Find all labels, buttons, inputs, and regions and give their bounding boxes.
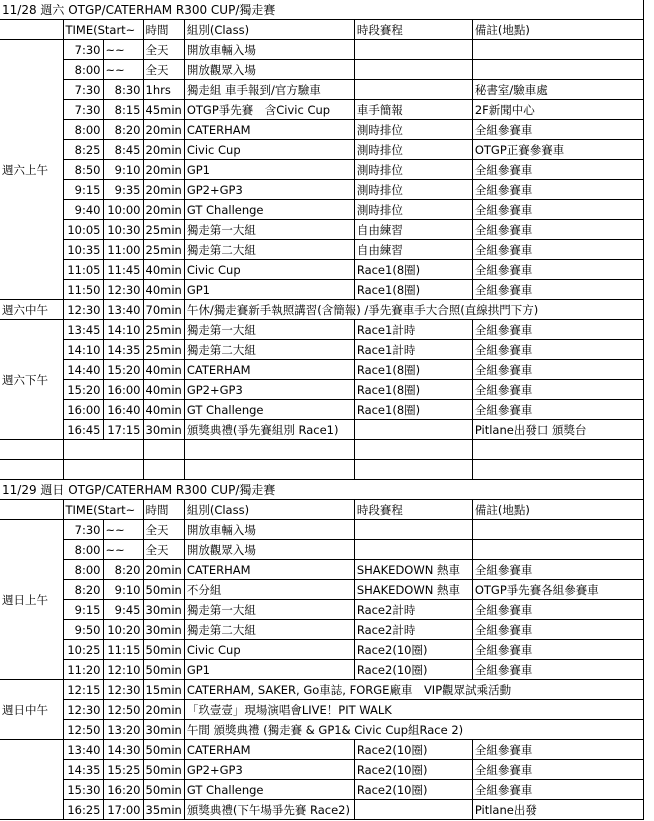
duration: 30min	[143, 720, 184, 740]
blank-cell	[472, 440, 643, 460]
class-name: GP2+GP3	[184, 380, 354, 400]
duration: 70min	[143, 300, 184, 320]
schedule-row	[0, 40, 643, 60]
class-name: 頒獎典禮(下午場爭先賽 Race2)	[184, 800, 354, 820]
start-time: 8:00	[63, 540, 103, 560]
end-time: 17:15	[103, 420, 143, 440]
schedule-row	[0, 800, 643, 820]
note-location	[472, 540, 643, 560]
start-time: 15:30	[63, 780, 103, 800]
schedule-row	[0, 340, 643, 360]
start-time: 15:20	[63, 380, 103, 400]
duration: 30min	[143, 620, 184, 640]
schedule-row	[0, 140, 643, 160]
end-time: 12:30	[103, 680, 143, 700]
start-time: 10:05	[63, 220, 103, 240]
end-time: 11:15	[103, 640, 143, 660]
schedule-row	[0, 420, 643, 440]
class-name: GP1	[184, 660, 354, 680]
session-type: Race2(10圈)	[354, 660, 472, 680]
class-name: 開放車輛入場	[184, 40, 354, 60]
session-type: Race1(8圈)	[354, 360, 472, 380]
session-type: Race1(8圈)	[354, 280, 472, 300]
class-name: GT Challenge	[184, 780, 354, 800]
start-time: 14:10	[63, 340, 103, 360]
start-time: 9:40	[63, 200, 103, 220]
class-name: CATERHAM	[184, 360, 354, 380]
end-time: 15:25	[103, 760, 143, 780]
start-time: 8:00	[63, 560, 103, 580]
note-location: 全組參賽車	[472, 240, 643, 260]
session-type: SHAKEDOWN 熱車	[354, 560, 472, 580]
header-class: 組別(Class)	[184, 500, 354, 520]
class-name: 獨走第一大組	[184, 320, 354, 340]
end-time: 14:10	[103, 320, 143, 340]
schedule-row	[0, 300, 643, 320]
blank-row	[0, 440, 643, 460]
note-location: 全組參賽車	[472, 620, 643, 640]
session-type	[354, 80, 472, 100]
end-time: 9:10	[103, 580, 143, 600]
note-location: 全組參賽車	[472, 120, 643, 140]
end-time: 8:20	[103, 120, 143, 140]
session-type: 測時排位	[354, 140, 472, 160]
note-location: 全組參賽車	[472, 220, 643, 240]
schedule-row	[0, 80, 643, 100]
header-time-start: TIME(Start~	[63, 500, 143, 520]
duration: 40min	[143, 360, 184, 380]
session-type: 車手簡報	[354, 100, 472, 120]
duration: 25min	[143, 240, 184, 260]
end-time: 8:20	[103, 560, 143, 580]
class-name: GP1	[184, 280, 354, 300]
session-type: 測時排位	[354, 160, 472, 180]
end-time: ~~	[103, 40, 143, 60]
blank-cell	[354, 460, 472, 480]
start-time: 9:15	[63, 600, 103, 620]
header-row	[0, 500, 643, 520]
class-name: 不分組	[184, 580, 354, 600]
class-name: GT Challenge	[184, 400, 354, 420]
start-time: 12:30	[63, 700, 103, 720]
session-type	[354, 540, 472, 560]
duration: 20min	[143, 200, 184, 220]
end-time: 17:00	[103, 800, 143, 820]
start-time: 10:25	[63, 640, 103, 660]
end-time: 10:20	[103, 620, 143, 640]
header-duration: 時間	[143, 500, 184, 520]
end-time: 16:00	[103, 380, 143, 400]
end-time: ~~	[103, 520, 143, 540]
session-type: Race2計時	[354, 600, 472, 620]
schedule-row	[0, 720, 643, 740]
note-location: OTGP爭先賽各組參賽車	[472, 580, 643, 600]
class-name: 開放觀眾入場	[184, 60, 354, 80]
schedule-row	[0, 620, 643, 640]
header-blank	[0, 20, 63, 40]
blank-row	[0, 460, 643, 480]
header-row	[0, 20, 643, 40]
class-name: Civic Cup	[184, 260, 354, 280]
schedule-row	[0, 600, 643, 620]
class-name: 開放車輛入場	[184, 520, 354, 540]
duration: 50min	[143, 740, 184, 760]
end-time: 9:10	[103, 160, 143, 180]
schedule-row	[0, 760, 643, 780]
schedule-row	[0, 560, 643, 580]
class-name: 開放觀眾入場	[184, 540, 354, 560]
start-time: 13:40	[63, 740, 103, 760]
header-blank	[0, 500, 63, 520]
session-type: Race1(8圈)	[354, 380, 472, 400]
day-title: 11/29 週日 OTGP/CATERHAM R300 CUP/獨走賽	[0, 480, 643, 500]
end-time: 12:50	[103, 700, 143, 720]
session-type: SHAKEDOWN 熱車	[354, 580, 472, 600]
start-time: 8:25	[63, 140, 103, 160]
end-time: 10:00	[103, 200, 143, 220]
start-time: 8:20	[63, 580, 103, 600]
duration: 30min	[143, 420, 184, 440]
schedule-row	[0, 400, 643, 420]
end-time: 12:10	[103, 660, 143, 680]
event-description: CATERHAM, SAKER, Go車誌, FORGE廠車 VIP觀眾試乘活動	[184, 680, 643, 700]
session-type: Race1計時	[354, 320, 472, 340]
blank-cell	[0, 460, 63, 480]
blank-cell	[143, 440, 184, 460]
header-duration: 時間	[143, 20, 184, 40]
end-time: 11:00	[103, 240, 143, 260]
duration: 全天	[143, 60, 184, 80]
class-name: 獨走第二大組	[184, 240, 354, 260]
header-time-start: TIME(Start~	[63, 20, 143, 40]
schedule-row	[0, 580, 643, 600]
start-time: 8:00	[63, 60, 103, 80]
schedule-row	[0, 640, 643, 660]
start-time: 9:15	[63, 180, 103, 200]
duration: 全天	[143, 520, 184, 540]
class-name: 獨走第一大組	[184, 220, 354, 240]
class-name: GP1	[184, 160, 354, 180]
note-location: 全組參賽車	[472, 740, 643, 760]
note-location: 全組參賽車	[472, 280, 643, 300]
header-session: 時段賽程	[354, 500, 472, 520]
schedule-row	[0, 660, 643, 680]
duration: 45min	[143, 100, 184, 120]
end-time: 14:30	[103, 740, 143, 760]
session-type	[354, 40, 472, 60]
end-time: 11:45	[103, 260, 143, 280]
start-time: 7:30	[63, 40, 103, 60]
header-class: 組別(Class)	[184, 20, 354, 40]
note-location: 全組參賽車	[472, 400, 643, 420]
duration: 20min	[143, 180, 184, 200]
schedule-row	[0, 320, 643, 340]
session-type: Race2計時	[354, 620, 472, 640]
duration: 40min	[143, 400, 184, 420]
period-label: 週六上午	[0, 40, 63, 300]
start-time: 13:45	[63, 320, 103, 340]
start-time: 16:45	[63, 420, 103, 440]
schedule-row	[0, 700, 643, 720]
class-name: 獨走第二大組	[184, 340, 354, 360]
note-location: 全組參賽車	[472, 180, 643, 200]
note-location	[472, 520, 643, 540]
session-type	[354, 800, 472, 820]
duration: 15min	[143, 680, 184, 700]
duration: 20min	[143, 120, 184, 140]
duration: 20min	[143, 700, 184, 720]
class-name: GP2+GP3	[184, 760, 354, 780]
note-location: 秘書室/驗車處	[472, 80, 643, 100]
header-notes: 備註(地點)	[472, 500, 643, 520]
session-type: Race2(10圈)	[354, 640, 472, 660]
class-name: Civic Cup	[184, 640, 354, 660]
period-label: 週日上午	[0, 520, 63, 680]
event-description: 「玖壹壹」現場演唱會LIVE！PIT WALK	[184, 700, 643, 720]
session-type	[354, 520, 472, 540]
duration: 20min	[143, 140, 184, 160]
end-time: 16:20	[103, 780, 143, 800]
schedule-row	[0, 780, 643, 800]
end-time: 14:35	[103, 340, 143, 360]
schedule-row	[0, 680, 643, 700]
class-name: CATERHAM	[184, 740, 354, 760]
note-location: Pitlane出發口 頒獎台	[472, 420, 643, 440]
day-title-row	[0, 480, 643, 500]
note-location: 全組參賽車	[472, 640, 643, 660]
schedule-row	[0, 160, 643, 180]
day-title-row	[0, 0, 643, 20]
blank-cell	[63, 440, 143, 460]
end-time: 8:30	[103, 80, 143, 100]
duration: 50min	[143, 760, 184, 780]
schedule-row	[0, 240, 643, 260]
session-type: 測時排位	[354, 180, 472, 200]
start-time: 11:50	[63, 280, 103, 300]
note-location: 全組參賽車	[472, 320, 643, 340]
start-time: 16:25	[63, 800, 103, 820]
duration: 20min	[143, 160, 184, 180]
start-time: 9:50	[63, 620, 103, 640]
end-time: 8:15	[103, 100, 143, 120]
class-name: 獨走第一大組	[184, 600, 354, 620]
duration: 50min	[143, 580, 184, 600]
duration: 1hrs	[143, 80, 184, 100]
duration: 40min	[143, 260, 184, 280]
blank-cell	[472, 460, 643, 480]
blank-cell	[143, 460, 184, 480]
schedule-row	[0, 520, 643, 540]
note-location: 全組參賽車	[472, 560, 643, 580]
duration: 全天	[143, 40, 184, 60]
period-label: 週六中午	[0, 300, 63, 320]
class-name: 頒獎典禮(爭先賽組別 Race1)	[184, 420, 354, 440]
session-type: Race2(10圈)	[354, 760, 472, 780]
end-time: 9:35	[103, 180, 143, 200]
end-time: 13:20	[103, 720, 143, 740]
start-time: 12:50	[63, 720, 103, 740]
start-time: 12:30	[63, 300, 103, 320]
end-time: ~~	[103, 540, 143, 560]
start-time: 11:20	[63, 660, 103, 680]
session-type	[354, 420, 472, 440]
start-time: 8:50	[63, 160, 103, 180]
schedule-row	[0, 200, 643, 220]
day-title: 11/28 週六 OTGP/CATERHAM R300 CUP/獨走賽	[0, 0, 643, 20]
start-time: 7:30	[63, 80, 103, 100]
schedule-row	[0, 540, 643, 560]
schedule-row	[0, 60, 643, 80]
note-location	[472, 40, 643, 60]
duration: 50min	[143, 780, 184, 800]
session-type: Race1(8圈)	[354, 260, 472, 280]
schedule-row	[0, 100, 643, 120]
start-time: 7:30	[63, 100, 103, 120]
end-time: 9:45	[103, 600, 143, 620]
note-location: 全組參賽車	[472, 160, 643, 180]
schedule-row	[0, 360, 643, 380]
blank-cell	[63, 460, 143, 480]
session-type: 自由練習	[354, 240, 472, 260]
duration: 40min	[143, 280, 184, 300]
class-name: GP2+GP3	[184, 180, 354, 200]
session-type: 測時排位	[354, 120, 472, 140]
note-location: OTGP正賽參賽車	[472, 140, 643, 160]
schedule-row	[0, 380, 643, 400]
start-time: 14:40	[63, 360, 103, 380]
note-location: Pitlane出發	[472, 800, 643, 820]
duration: 30min	[143, 600, 184, 620]
duration: 40min	[143, 380, 184, 400]
session-type: 測時排位	[354, 200, 472, 220]
session-type: Race1計時	[354, 340, 472, 360]
duration: 25min	[143, 340, 184, 360]
note-location: 全組參賽車	[472, 340, 643, 360]
session-type: Race1(8圈)	[354, 400, 472, 420]
note-location: 全組參賽車	[472, 600, 643, 620]
start-time: 16:00	[63, 400, 103, 420]
note-location: 全組參賽車	[472, 200, 643, 220]
schedule-row	[0, 740, 643, 760]
session-type: Race2(10圈)	[354, 740, 472, 760]
duration: 35min	[143, 800, 184, 820]
class-name: 獨走組 車手報到/官方驗車	[184, 80, 354, 100]
event-description: 午休/獨走賽新手執照講習(含簡報) /爭先賽車手大合照(直線拱門下方)	[184, 300, 643, 320]
note-location: 全組參賽車	[472, 760, 643, 780]
header-session: 時段賽程	[354, 20, 472, 40]
duration: 25min	[143, 220, 184, 240]
session-type: Race2(10圈)	[354, 780, 472, 800]
class-name: CATERHAM	[184, 560, 354, 580]
start-time: 7:30	[63, 520, 103, 540]
end-time: 12:30	[103, 280, 143, 300]
start-time: 14:35	[63, 760, 103, 780]
note-location: 全組參賽車	[472, 380, 643, 400]
schedule-row	[0, 260, 643, 280]
duration: 25min	[143, 320, 184, 340]
start-time: 12:15	[63, 680, 103, 700]
event-description: 午間 頒獎典禮 (獨走賽 & GP1& Civic Cup組Race 2)	[184, 720, 643, 740]
note-location	[472, 60, 643, 80]
note-location: 2F新聞中心	[472, 100, 643, 120]
end-time: 15:20	[103, 360, 143, 380]
blank-cell	[184, 460, 354, 480]
period-label	[0, 740, 63, 820]
session-type: 自由練習	[354, 220, 472, 240]
duration: 50min	[143, 640, 184, 660]
note-location: 全組參賽車	[472, 360, 643, 380]
blank-cell	[184, 440, 354, 460]
class-name: Civic Cup	[184, 140, 354, 160]
note-location: 全組參賽車	[472, 660, 643, 680]
end-time: 10:30	[103, 220, 143, 240]
end-time: 13:40	[103, 300, 143, 320]
start-time: 8:00	[63, 120, 103, 140]
schedule-row	[0, 220, 643, 240]
blank-cell	[0, 440, 63, 460]
end-time: ~~	[103, 60, 143, 80]
duration: 20min	[143, 560, 184, 580]
end-time: 16:40	[103, 400, 143, 420]
note-location: 全組參賽車	[472, 260, 643, 280]
end-time: 8:45	[103, 140, 143, 160]
schedule-row	[0, 120, 643, 140]
schedule-row	[0, 180, 643, 200]
blank-cell	[354, 440, 472, 460]
start-time: 11:05	[63, 260, 103, 280]
note-location: 全組參賽車	[472, 780, 643, 800]
duration: 50min	[143, 660, 184, 680]
class-name: CATERHAM	[184, 120, 354, 140]
class-name: OTGP爭先賽 含Civic Cup	[184, 100, 354, 120]
schedule-row	[0, 280, 643, 300]
class-name: 獨走第二大組	[184, 620, 354, 640]
class-name: GT Challenge	[184, 200, 354, 220]
period-label: 週日中午	[0, 680, 63, 740]
duration: 全天	[143, 540, 184, 560]
session-type	[354, 60, 472, 80]
start-time: 10:35	[63, 240, 103, 260]
header-notes: 備註(地點)	[472, 20, 643, 40]
period-label: 週六下午	[0, 320, 63, 440]
